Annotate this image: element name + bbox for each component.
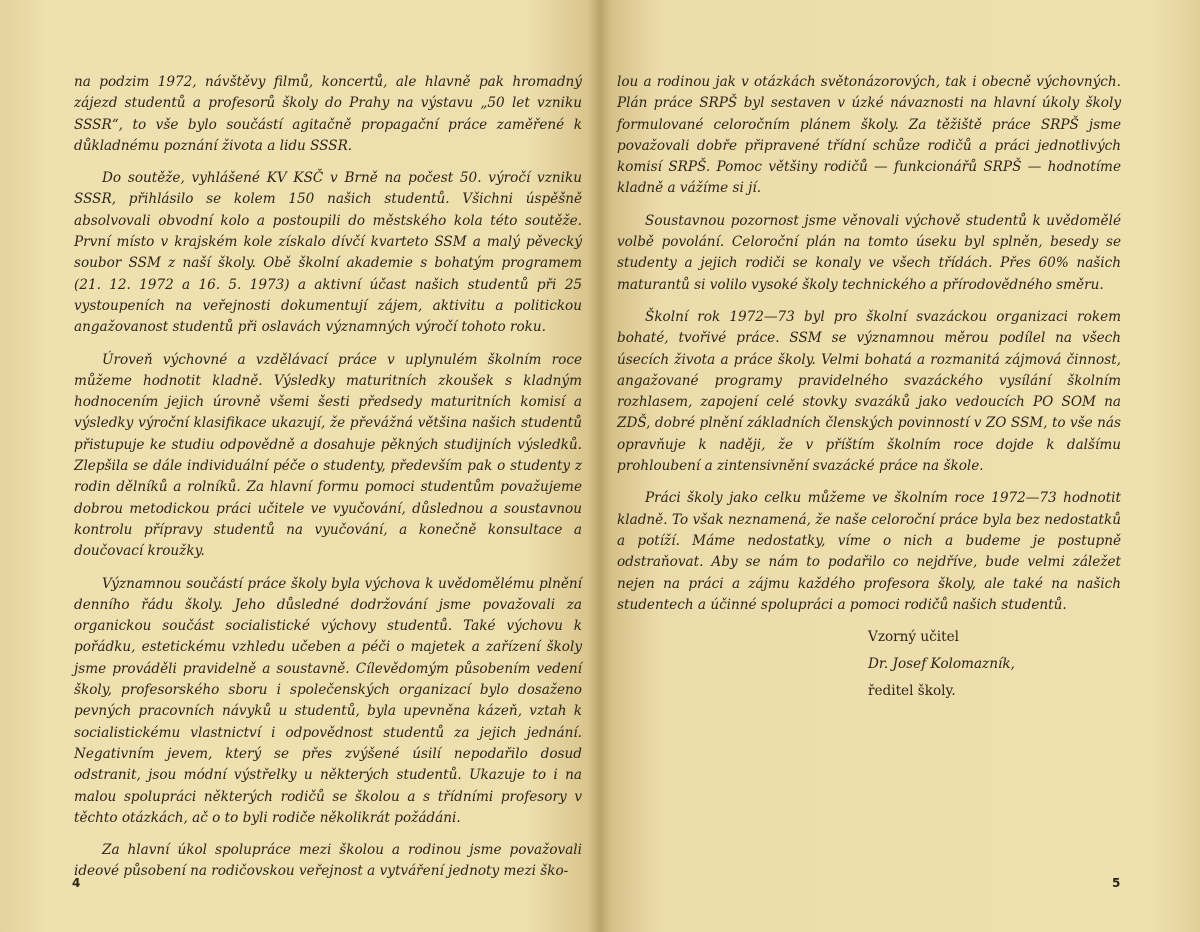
paragraph: Školní rok 1972—73 byl pro školní svazáckou organizaci rokem bohaté, tvořivé práce. SSM se významnou měrou podílel na všech úsecích života a práce školy. Velmi bohatá a rozmanitá zájmová činnost, angažované programy pravidelného svazáckého vysílání školním rozhlasem, zapojení celé stovky svazáků jako vedoucích PO SOM na ZDŠ, dobré plnění základních členských povinností v ZO SSM, to vše nás opravňuje k naději, že v příštím školním roce dojde k dalšímu prohloubení a zintensivnění svazácké práce na škole. (617, 308, 1121, 475)
signature-role: ředitel školy. (868, 683, 956, 699)
paragraph: Soustavnou pozornost jsme věnovali výchově studentů k uvědomělé volbě povolání. Celoroční plán na tomto úseku byl splněn, besedy se studenty a jejich rodiči se konaly ve všech třídách. Přes 60% našich maturantů si volilo vysoké školy technického a přírodovědného směru. (617, 212, 1121, 293)
page-number: 4 (72, 876, 81, 890)
left-page-text (74, 72, 582, 894)
paragraph: lou a rodinou jak v otázkách světonázorových, tak i obecně výchovných. Plán práce SRPŠ byl sestaven v úzké návaznosti na hlavní úkoly školy formulované celoročním plánem školy. Za těžiště práce SRPŠ jsme považovali dobře připravené třídní schůze rodičů a práci jednotlivých komisí SRPŠ. Pomoc většiny rodičů — funkcionářů SRPŠ — hodnotíme kladně a vážíme si jí. (617, 74, 1121, 197)
right-page-text (617, 72, 1121, 627)
right-page (600, 0, 1200, 932)
page-number: 5 (1112, 876, 1121, 890)
paragraph: Do soutěže, vyhlášené KV KSČ v Brně na počest 50. výročí vzniku SSSR, přihlásilo se kolem 150 našich studentů. Všichni úspěšně absolvovali obvodní kolo a postoupili do městského kola této soutěže. První místo v krajském kole získalo dívčí kvarteto SSM a malý pěvecký soubor SSM z naší školy. Obě školní akademie s bohatým programem (21. 12. 1972 a 16. 5. 1973) a aktivní účast našich studentů při 25 vystoupeních na veřejnosti dokumentují zájem, aktivitu a politickou angažovanost studentů při oslavách významných výročí tohoto roku. (74, 170, 582, 336)
signature-title: Vzorný učitel (868, 629, 959, 645)
paragraph: Za hlavní úkol spolupráce mezi školou a rodinou jsme považovali ideové působení na rodičovskou veřejnost a vytváření jednoty mezi ško- (74, 842, 582, 880)
paragraph: Práci školy jako celku můžeme ve školním roce 1972—73 hodnotit kladně. To však neznamená, že naše celoroční práce byla bez nedostatků a potíží. Máme nedostatky, víme o nich a budeme je postupně odstraňovat. Aby se nám to podařilo co nejdříve, bude velmi záležet nejen na práci a zájmu každého profesora školy, ale také na našich studentech a účinné spolupráci a pomoci rodičů našich studentů. (617, 490, 1121, 613)
signature-name: Dr. Josef Kolomazník, (868, 656, 1015, 672)
paragraph: Úroveň výchovné a vzdělávací práce v uplynulém školním roce můžeme hodnotit kladně. Výsledky maturitních zkoušek s kladným hodnocením jejich úrovně všemi šesti předsedy maturitních komisí a výsledky výroční klasifikace ukazují, že převážná většina našich studentů přistupuje ke studiu odpovědně a dosahuje pěkných studijních výsledků. Zlepšila se dále individuální péče o studenty, především pak o studenty z rodin dělníků a rolníků. Za hlavní formu pomoci studentům považujeme dobrou metodickou práci učitele ve vyučování, důslednou a soustavnou kontrolu přípravy studentů na vyučování, a konečně konsultace a doučovací kroužky. (74, 351, 582, 560)
paragraph: Významnou součástí práce školy byla výchova k uvědomělému plnění denního řádu školy. Jeho důsledné dodržování jsme považovali za organickou součást socialistické výchovy studentů. Také výchovu k pořádku, estetickému vzhledu učeben a péči o majetek a zařízení školy jsme prováděli pravidelně a soustavně. Cílevědomým působením vedení školy, profesorského sboru i společenských organizací bylo dosaženo pevných pracovních návyků u studentů, byla upevněna kázeň, vztah k socialistickému vlastnictví i odpovědnost studentů za jejich jednání. Negativním jevem, který se přes zvýšené úsilí nepodařilo dosud odstranit, jsou módní výstřelky u některých studentů. Ukazuje to i na malou spolupráci některých rodičů se školou a s třídními profesory v těchto otázkách, ač o to byli rodiče několikrát požádáni. (74, 575, 582, 826)
paragraph: na podzim 1972, návštěvy filmů, koncertů, ale hlavně pak hromadný zájezd studentů a profesorů školy do Prahy na výstavu „50 let vzniku SSSR“, to vše bylo součástí agitačně propagační práce zaměřené k důkladnému poznání života a lidu SSSR. (74, 74, 582, 154)
signature-block (868, 624, 1015, 705)
